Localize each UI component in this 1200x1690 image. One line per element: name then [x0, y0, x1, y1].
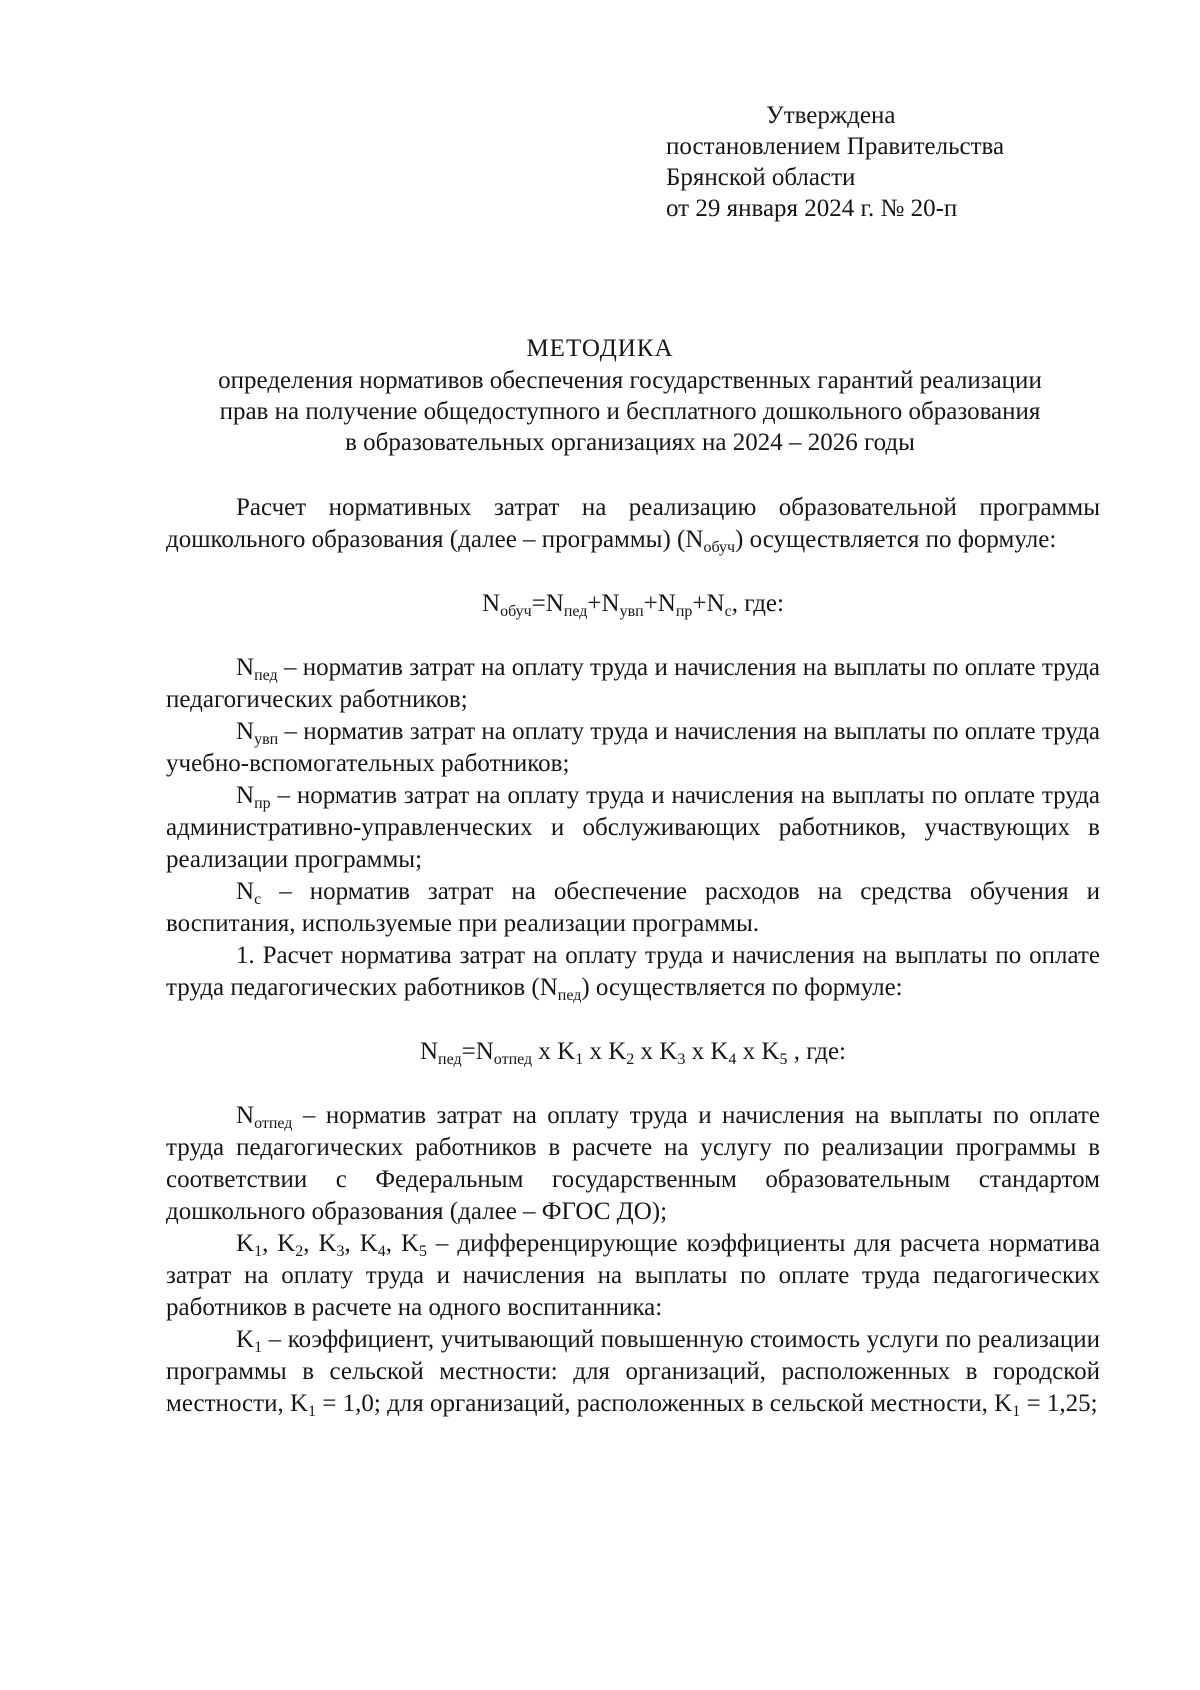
intro-paragraph: Расчет нормативных затрат на реализацию образовательной программы дошкольного образования (далее – программы) $(N_{обуч})$ осуществляется по формуле: — [166, 494, 1100, 556]
formula-total: $N_{обуч}=N_{пед}+N_{увп}+N_{пр}+N_с$, где: — [482, 590, 784, 620]
approval-line-4: от 29 января 2024 г. № 20-п — [666, 195, 958, 222]
definition-nped: $N_{пед}$ – норматив затрат на оплату труда и начисления на выплаты по оплате труда педагогических работников; — [166, 654, 1100, 713]
approval-line-1: Утверждена — [766, 102, 896, 129]
definition-npr: $N_{пр}$ – норматив затрат на оплату труда и начисления на выплаты по оплате труда административно-управленческих и обслуживающих работников, участвующих в реализации программы; — [166, 782, 1100, 873]
subtitle-line-1: определения нормативов обеспечения государственных гарантий реализации — [218, 367, 1042, 394]
subtitle-line-2: прав на получение общедоступного и бесплатного дошкольного образования — [219, 398, 1041, 425]
approval-line-3: Брянской области — [666, 164, 856, 191]
document-body — [166, 492, 1100, 1420]
definition-nuvp: $N_{увп}$ – норматив затрат на оплату труда и начисления на выплаты по оплате труда учебно-вспомогательных работников; — [166, 718, 1100, 777]
definition-k1: $K_1$ – коэффициент, учитывающий повышенную стоимость услуги по реализации программы в сельской местности: для организаций, расположенных в городской местности, $K_1 = 1,0$; для организаций, расположенных в сельской местности, $K_1 = 1,25$; — [166, 1326, 1100, 1420]
definition-notped: $N_{отпед}$ – норматив затрат на оплату труда и начисления на выплаты по оплате труда педагогических работников в расчете на услугу по реализации программы в соответствии с Федеральным государственным образовательным стандартом дошкольного образования (далее – ФГОС ДО); — [166, 1102, 1100, 1225]
definition-nc: $N_с$ – норматив затрат на обеспечение расходов на средства обучения и воспитания, используемые при реализации программы. — [166, 878, 1100, 937]
approval-block — [666, 100, 1004, 224]
document-subtitle — [160, 365, 1100, 458]
title-main: МЕТОДИКА — [526, 335, 674, 362]
definition-coefficients: $K_1$, $K_2$, $K_3$, $K_4$, $K_5$ – дифференцирующие коэффициенты для расчета норматива затрат на оплату труда и начисления на выплаты по оплате труда педагогических работников в расчете на одного воспитанника: — [166, 1230, 1100, 1321]
approval-line-2: постановлением Правительства — [666, 133, 1005, 160]
document-title — [0, 333, 1200, 364]
subtitle-line-3: в образовательных организациях на 2024 – 2026 годы — [345, 429, 915, 456]
item-1-paragraph: 1. Расчет норматива затрат на оплату труда и начисления на выплаты по оплате труда педагогических работников $(N_{пед})$ осуществляется по формуле: — [166, 942, 1100, 1004]
formula-nped: $N_{пед}=N_{отпед}$ х $K_1$ х $K_2$ х $K_3$ х $K_4$ х $K_5$ , где: — [419, 1038, 847, 1068]
